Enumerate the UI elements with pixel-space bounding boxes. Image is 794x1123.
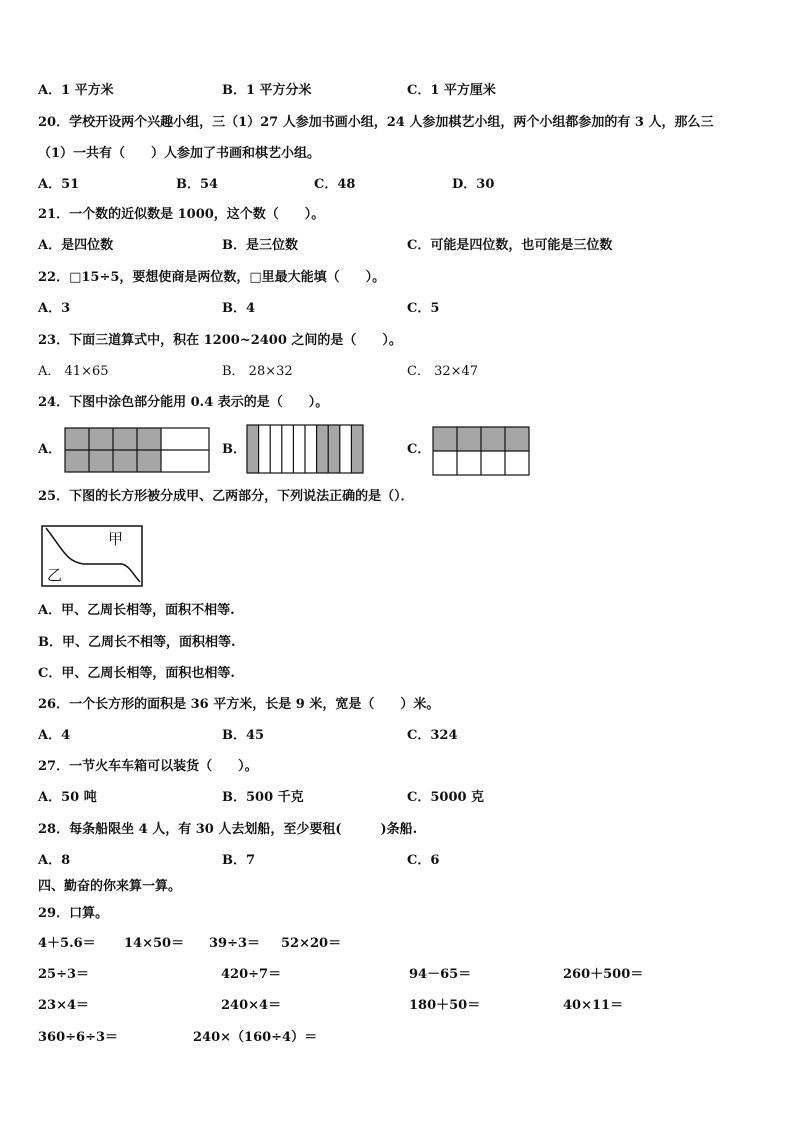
section-4-heading: 四、勤奋的你来算一算。 <box>38 879 182 894</box>
q29-item[interactable]: 420÷7＝ <box>221 967 282 982</box>
q27-option-a[interactable]: A．50 吨 <box>38 790 97 805</box>
q29-item[interactable]: 260＋500＝ <box>563 967 644 982</box>
q28-question: 28．每条船限坐 4 人，有 30 人去划船，至少要租( )条船. <box>38 822 418 837</box>
q27-option-c[interactable]: C．5000 克 <box>407 790 485 805</box>
q25-option-b[interactable]: B．甲、乙周长不相等，面积相等. <box>38 635 236 650</box>
q21-option-c[interactable]: C．可能是四位数，也可能是三位数 <box>407 238 613 253</box>
q29-item[interactable]: 240×（160÷4）＝ <box>193 1030 318 1045</box>
q19-option-a[interactable]: A．1 平方米 <box>38 83 114 98</box>
q26-option-b[interactable]: B．45 <box>222 728 265 743</box>
q24-option-b-label[interactable]: B． <box>222 442 246 457</box>
q20-option-a[interactable]: A．51 <box>38 177 80 192</box>
q23-question: 23．下面三道算式中，积在 1200~2400 之间的是（ ）。 <box>38 333 402 348</box>
q25-label-jia: 甲 <box>108 530 124 548</box>
q20-question-line2: （1）一共有（ ）人参加了书画和棋艺小组。 <box>38 146 321 161</box>
q25-option-c[interactable]: C．甲、乙周长相等，面积也相等. <box>38 666 235 681</box>
q29-item[interactable]: 25÷3＝ <box>38 967 90 982</box>
q29-item[interactable]: 4＋5.6＝ <box>38 936 96 951</box>
q26-option-c[interactable]: C．324 <box>407 728 458 743</box>
q24-figure-c-grid[interactable] <box>432 426 530 476</box>
q23-option-b[interactable]: B． 28×32 <box>222 364 293 379</box>
q29-item[interactable]: 14×50＝ <box>124 936 185 951</box>
q21-question: 21．一个数的近似数是 1000，这个数（ ）。 <box>38 207 325 222</box>
q22-option-a[interactable]: A．3 <box>38 301 71 316</box>
q29-item[interactable]: 39÷3＝ <box>209 936 261 951</box>
q24-question: 24．下图中涂色部分能用 0.4 表示的是（ ）。 <box>38 395 329 410</box>
q20-option-d[interactable]: D．30 <box>452 177 495 192</box>
q21-option-a[interactable]: A．是四位数 <box>38 238 114 253</box>
q24-figure-a-grid[interactable] <box>64 427 210 473</box>
q29-item[interactable]: 360÷6÷3＝ <box>38 1030 119 1045</box>
q25-label-yi: 乙 <box>47 566 63 584</box>
q25-question: 25．下图的长方形被分成甲、乙两部分，下列说法正确的是（）． <box>38 489 414 504</box>
q29-question: 29．口算。 <box>38 906 109 921</box>
q27-question: 27．一节火车车箱可以装货（ ）。 <box>38 759 258 774</box>
q29-item[interactable]: 240×4＝ <box>221 998 282 1013</box>
q27-option-b[interactable]: B．500 千克 <box>222 790 304 805</box>
q20-option-b[interactable]: B．54 <box>176 177 219 192</box>
q29-item[interactable]: 52×20＝ <box>281 936 342 951</box>
q28-option-b[interactable]: B．7 <box>222 853 256 868</box>
q19-option-b[interactable]: B．1 平方分米 <box>222 83 312 98</box>
q23-option-a[interactable]: A． 41×65 <box>38 364 109 379</box>
q29-item[interactable]: 40×11＝ <box>563 998 624 1013</box>
q23-option-c[interactable]: C． 32×47 <box>407 364 479 379</box>
q22-question: 22．□15÷5，要想使商是两位数，□里最大能填（ ）。 <box>38 270 386 285</box>
q29-item[interactable]: 23×4＝ <box>38 998 90 1013</box>
q25-option-a[interactable]: A．甲、乙周长相等，面积不相等. <box>38 603 235 618</box>
q26-option-a[interactable]: A．4 <box>38 728 71 743</box>
q24-option-c-label[interactable]: C． <box>407 442 431 457</box>
q28-option-a[interactable]: A．8 <box>38 853 71 868</box>
q29-item[interactable]: 180＋50＝ <box>409 998 481 1013</box>
q22-option-b[interactable]: B．4 <box>222 301 256 316</box>
q21-option-b[interactable]: B．是三位数 <box>222 238 298 253</box>
q26-question: 26．一个长方形的面积是 36 平方米，长是 9 米，宽是（ ）米。 <box>38 697 440 712</box>
q22-option-c[interactable]: C．5 <box>407 301 440 316</box>
q20-question-line1: 20．学校开设两个兴趣小组，三（1）27 人参加书画小组，24 人参加棋艺小组，两个小组都参加的有 3 人，那么三 <box>38 115 714 130</box>
q24-figure-b-strips[interactable] <box>246 424 364 474</box>
q29-item[interactable]: 94－65＝ <box>409 967 472 982</box>
q24-option-a-label[interactable]: A． <box>38 442 62 457</box>
q20-option-c[interactable]: C．48 <box>314 177 356 192</box>
q19-option-c[interactable]: C．1 平方厘米 <box>407 83 496 98</box>
q28-option-c[interactable]: C．6 <box>407 853 440 868</box>
